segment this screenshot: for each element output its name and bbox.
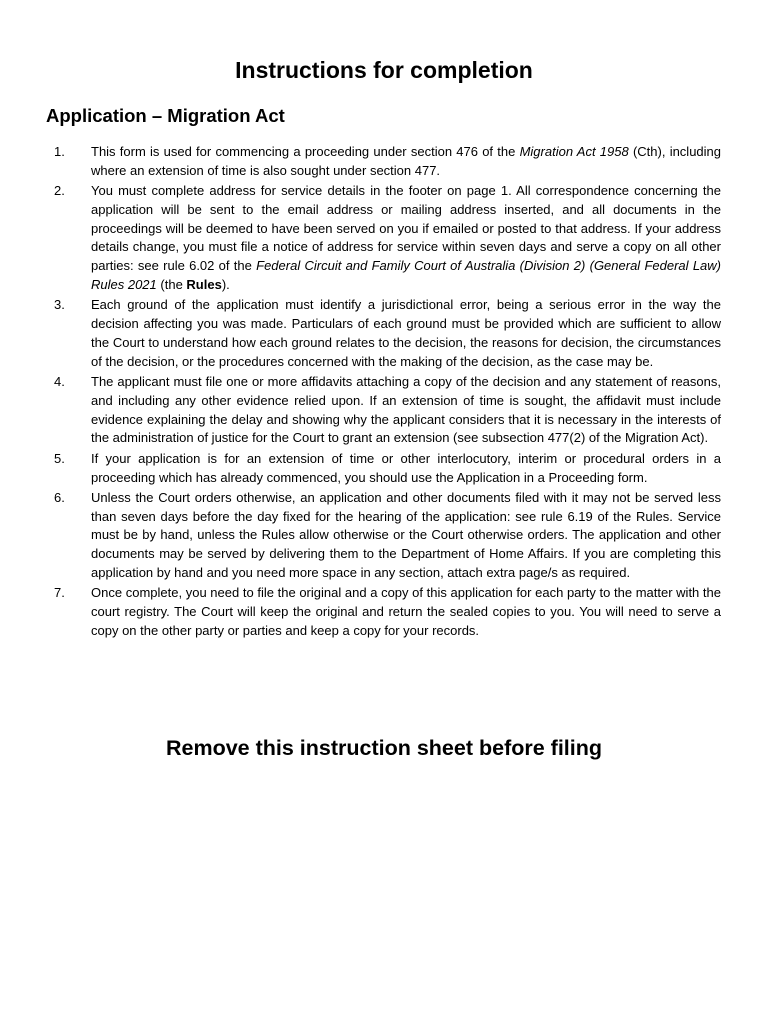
text-run: Unless the Court orders otherwise, an application and other documents filed with it may not be served less than seven days before the day fixed for the hearing of the application: see rule 6.19 of the Rules. Service must be by hand, unless the Rules allow otherwise or the Court otherwise orders. The application and other documents may be served by delivering them to the Department of Home Affairs. If you are completing this application by hand and you need more space in any section, attach extra page/s as required. xyxy=(91,489,721,581)
text-run: This form is used for commencing a proceeding under section 476 of the xyxy=(91,144,520,159)
text-run: (Cth), including where an extension of time is also sought under section 477. xyxy=(91,144,722,178)
item-number: 1. xyxy=(54,144,65,159)
list-item xyxy=(0,489,768,583)
citation-italic: Migration Act 1958 xyxy=(519,144,629,159)
list-item xyxy=(0,450,768,488)
item-text xyxy=(91,182,721,295)
item-text xyxy=(91,489,721,583)
item-text xyxy=(91,143,721,181)
item-number: 4. xyxy=(54,374,65,390)
text-run: The applicant must file one or more affidavits attaching a copy of the decision and any statement of reasons, and including any other evidence relied upon. If an extension of time is sought, the affidavit must include evidence explaining the delay and showing why the applicant considers that it is necessary in the interests of the administration of justice for the Court to grant an extension (see subsection 477(2) of the Migration Act). xyxy=(91,374,721,446)
citation-italic: Federal Circuit and Family Court of Australia (Division 2) (General Federal Law) Rules 2021 xyxy=(91,258,722,293)
list-item xyxy=(0,296,768,371)
defined-term: Rules xyxy=(186,277,222,293)
list-item xyxy=(0,182,768,295)
item-number: 3. xyxy=(54,297,65,313)
text-run: You must complete address for service details in the footer on page 1. All correspondence concerning the application will be sent to the email address or mailing address inserted, and all documents in the proceedings will be deemed to have been served on you if emailed or posted to that address. If your address details change, you must file a notice of address for service within seven days and serve a copy on all other parties: see rule 6.02 of the xyxy=(91,183,721,274)
item-number: 2. xyxy=(54,183,65,199)
text-run: (the xyxy=(156,277,187,293)
instruction-list xyxy=(0,143,768,642)
list-item xyxy=(0,373,768,448)
list-item xyxy=(0,584,768,640)
text-run: Each ground of the application must identify a jurisdictional error, being a serious error in the way the decision affecting you was made. Particulars of each ground must be provided which are sufficient to allow the Court to understand how each ground relates to the decision, the reasons for decision, the circumstances of the decision, or the procedures concerned with the making of the decision, as the case may be. xyxy=(91,297,721,369)
item-text xyxy=(91,584,721,640)
item-text xyxy=(91,373,721,448)
removal-notice: Remove this instruction sheet before filing xyxy=(165,736,603,760)
item-number: 7. xyxy=(54,585,65,601)
list-item xyxy=(0,143,768,181)
item-text xyxy=(91,450,721,488)
text-run: ). xyxy=(221,277,230,293)
item-number: 6. xyxy=(54,489,65,505)
page-title: Instructions for completion xyxy=(235,57,533,83)
item-number: 5. xyxy=(54,450,65,466)
text-run: Once complete, you need to file the original and a copy of this application for each party to the matter with the court registry. The Court will keep the original and return the sealed copies to you. You will need to serve a copy on the other party or parties and keep a copy for your records. xyxy=(91,585,721,638)
text-run: If your application is for an extension of time or other interlocutory, interim or procedural orders in a proceeding which has already commenced, you should use the Application in a Proceeding form. xyxy=(91,450,721,485)
section-heading: Application – Migration Act xyxy=(46,105,285,126)
item-text xyxy=(91,296,721,371)
